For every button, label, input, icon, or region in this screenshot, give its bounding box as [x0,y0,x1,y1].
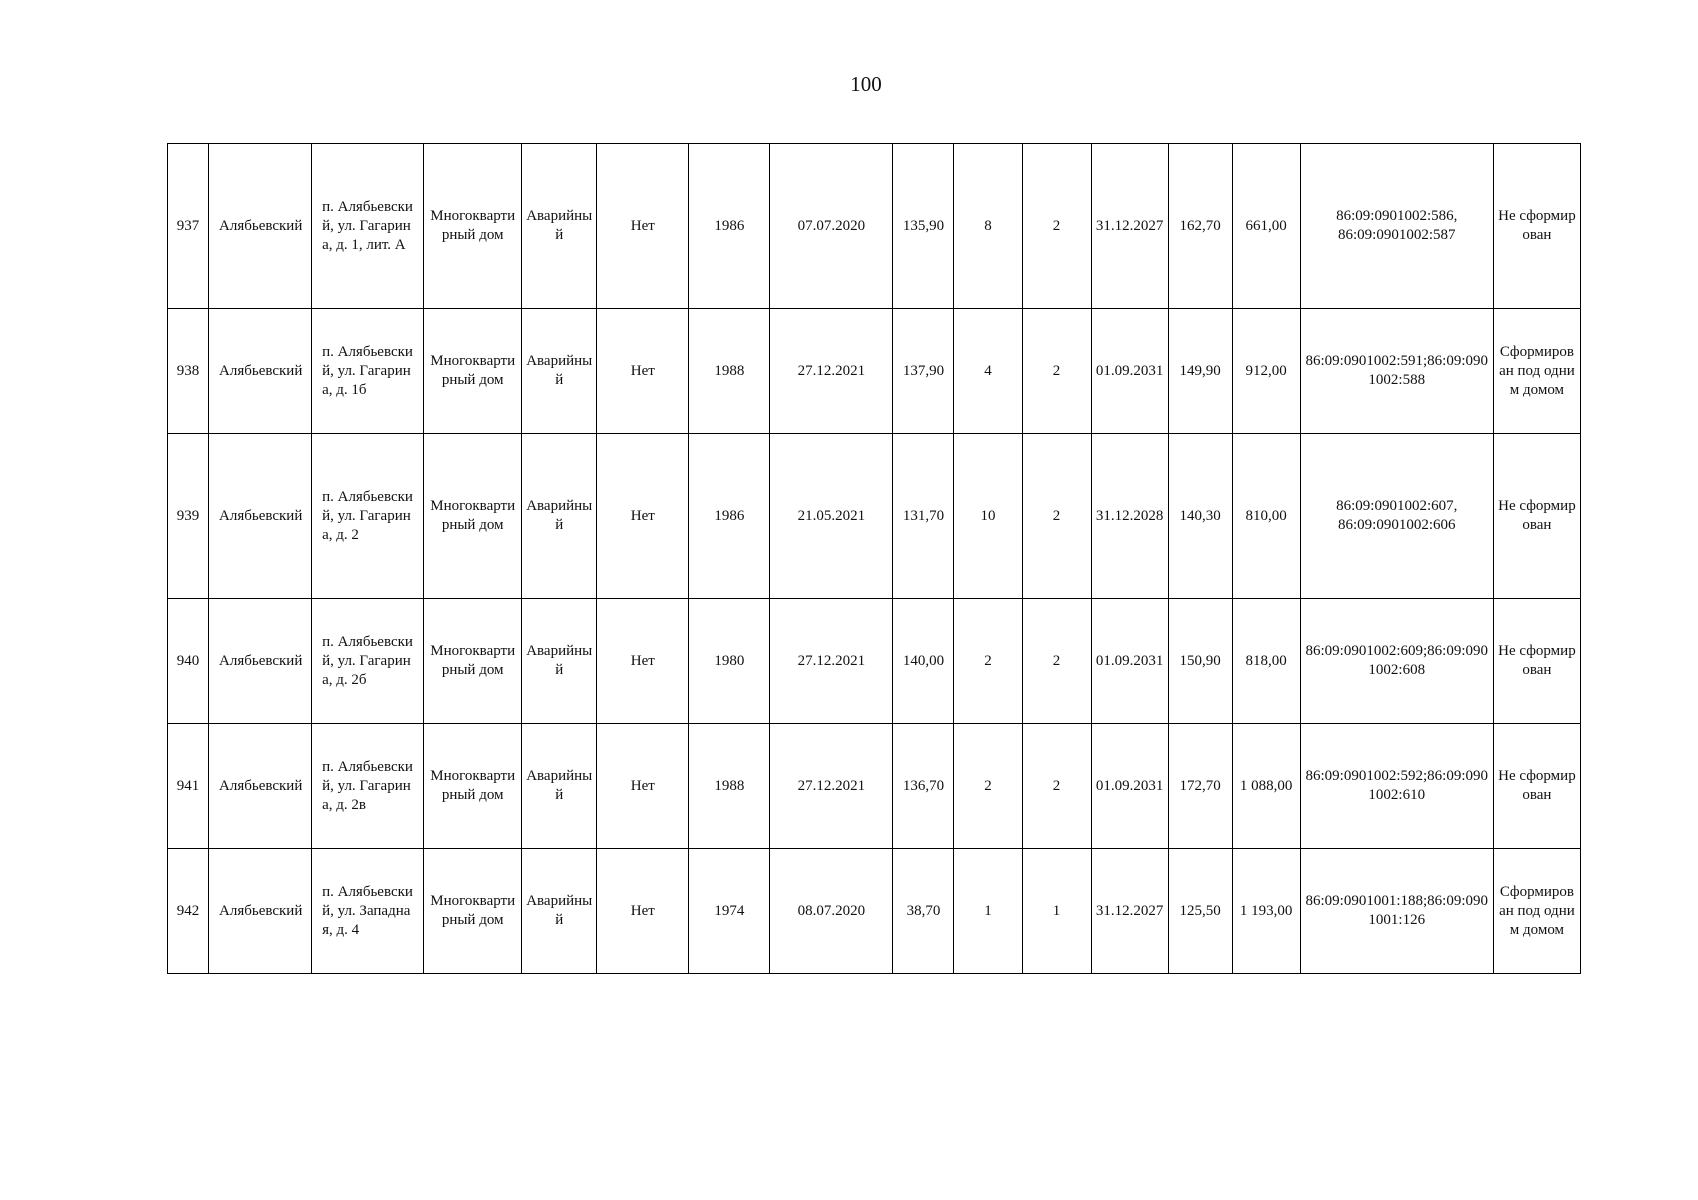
cell-condition: Аварийный [522,309,597,434]
cell-number: 939 [168,434,209,599]
cell-municipality: Алябьевский [209,599,312,724]
cell-cadastral: 86:09:0901002:586, 86:09:0901002:587 [1300,144,1493,309]
cell-floors: 2 [1022,309,1091,434]
cell-address: п. Алябьевский, ул. Гагарина, д. 2 [312,434,424,599]
cell-floors: 2 [1022,144,1091,309]
cell-building-type: Многоквартирный дом [424,599,522,724]
cell-date: 21.05.2021 [770,434,893,599]
cell-condition: Аварийный [522,434,597,599]
table-row [168,434,1581,599]
cell-deadline: 01.09.2031 [1091,309,1168,434]
cell-building-type: Многоквартирный дом [424,849,522,974]
cell-status: Сформирован под одним домом [1493,309,1580,434]
cell-number: 941 [168,724,209,849]
cell-municipality: Алябьевский [209,849,312,974]
cell-date: 27.12.2021 [770,309,893,434]
cell-year: 1986 [689,144,770,309]
cell-municipality: Алябьевский [209,724,312,849]
cell-area: 135,90 [893,144,954,309]
cell-status: Не сформирован [1493,724,1580,849]
cell-address: п. Алябьевский, ул. Гагарина, д. 2б [312,599,424,724]
cell-deadline: 31.12.2027 [1091,144,1168,309]
cell-land-area: 172,70 [1168,724,1232,849]
cell-area: 137,90 [893,309,954,434]
cell-floors: 2 [1022,599,1091,724]
cell-cadastral: 86:09:0901002:609;86:09:0901002:608 [1300,599,1493,724]
cell-area: 136,70 [893,724,954,849]
cell-heritage: Нет [597,849,689,974]
cell-municipality: Алябьевский [209,434,312,599]
cell-cadastral: 86:09:0901002:592;86:09:0901002:610 [1300,724,1493,849]
cell-municipality: Алябьевский [209,309,312,434]
cell-building-type: Многоквартирный дом [424,724,522,849]
cell-cost: 661,00 [1232,144,1300,309]
cell-residents: 2 [954,599,1022,724]
cell-condition: Аварийный [522,849,597,974]
cell-land-area: 150,90 [1168,599,1232,724]
cell-floors: 2 [1022,434,1091,599]
cell-cost: 1 088,00 [1232,724,1300,849]
table-row [168,849,1581,974]
cell-floors: 1 [1022,849,1091,974]
cell-status: Не сформирован [1493,144,1580,309]
cell-heritage: Нет [597,599,689,724]
table-row [168,309,1581,434]
cell-cadastral: 86:09:0901002:591;86:09:0901002:588 [1300,309,1493,434]
cell-number: 938 [168,309,209,434]
cell-address: п. Алябьевский, ул. Гагарина, д. 1б [312,309,424,434]
cell-area: 131,70 [893,434,954,599]
cell-number: 942 [168,849,209,974]
cell-land-area: 125,50 [1168,849,1232,974]
cell-date: 07.07.2020 [770,144,893,309]
cell-status: Сформирован под одним домом [1493,849,1580,974]
cell-building-type: Многоквартирный дом [424,144,522,309]
cell-cost: 1 193,00 [1232,849,1300,974]
cell-floors: 2 [1022,724,1091,849]
cell-building-type: Многоквартирный дом [424,309,522,434]
cell-residents: 4 [954,309,1022,434]
cell-cadastral: 86:09:0901001:188;86:09:0901001:126 [1300,849,1493,974]
cell-address: п. Алябьевский, ул. Гагарина, д. 2в [312,724,424,849]
cell-heritage: Нет [597,144,689,309]
cell-heritage: Нет [597,434,689,599]
cell-residents: 10 [954,434,1022,599]
cell-land-area: 149,90 [1168,309,1232,434]
cell-cost: 912,00 [1232,309,1300,434]
cell-year: 1980 [689,599,770,724]
table-row [168,599,1581,724]
cell-status: Не сформирован [1493,599,1580,724]
cell-residents: 2 [954,724,1022,849]
cell-deadline: 31.12.2028 [1091,434,1168,599]
cell-municipality: Алябьевский [209,144,312,309]
table-row [168,724,1581,849]
cell-heritage: Нет [597,724,689,849]
cell-date: 08.07.2020 [770,849,893,974]
cell-status: Не сформирован [1493,434,1580,599]
cell-cadastral: 86:09:0901002:607, 86:09:0901002:606 [1300,434,1493,599]
cell-area: 38,70 [893,849,954,974]
cell-condition: Аварийный [522,144,597,309]
cell-address: п. Алябьевский, ул. Гагарина, д. 1, лит. А [312,144,424,309]
cell-residents: 8 [954,144,1022,309]
cell-number: 940 [168,599,209,724]
cell-date: 27.12.2021 [770,599,893,724]
cell-cost: 810,00 [1232,434,1300,599]
table-row [168,144,1581,309]
cell-year: 1988 [689,309,770,434]
cell-heritage: Нет [597,309,689,434]
housing-registry-table [167,143,1581,974]
cell-condition: Аварийный [522,724,597,849]
cell-deadline: 01.09.2031 [1091,599,1168,724]
cell-year: 1974 [689,849,770,974]
cell-area: 140,00 [893,599,954,724]
cell-address: п. Алябьевский, ул. Западная, д. 4 [312,849,424,974]
cell-number: 937 [168,144,209,309]
cell-condition: Аварийный [522,599,597,724]
cell-date: 27.12.2021 [770,724,893,849]
cell-land-area: 162,70 [1168,144,1232,309]
cell-building-type: Многоквартирный дом [424,434,522,599]
cell-residents: 1 [954,849,1022,974]
cell-deadline: 31.12.2027 [1091,849,1168,974]
cell-cost: 818,00 [1232,599,1300,724]
cell-land-area: 140,30 [1168,434,1232,599]
page-number: 100 [850,72,882,96]
cell-year: 1988 [689,724,770,849]
cell-deadline: 01.09.2031 [1091,724,1168,849]
cell-year: 1986 [689,434,770,599]
